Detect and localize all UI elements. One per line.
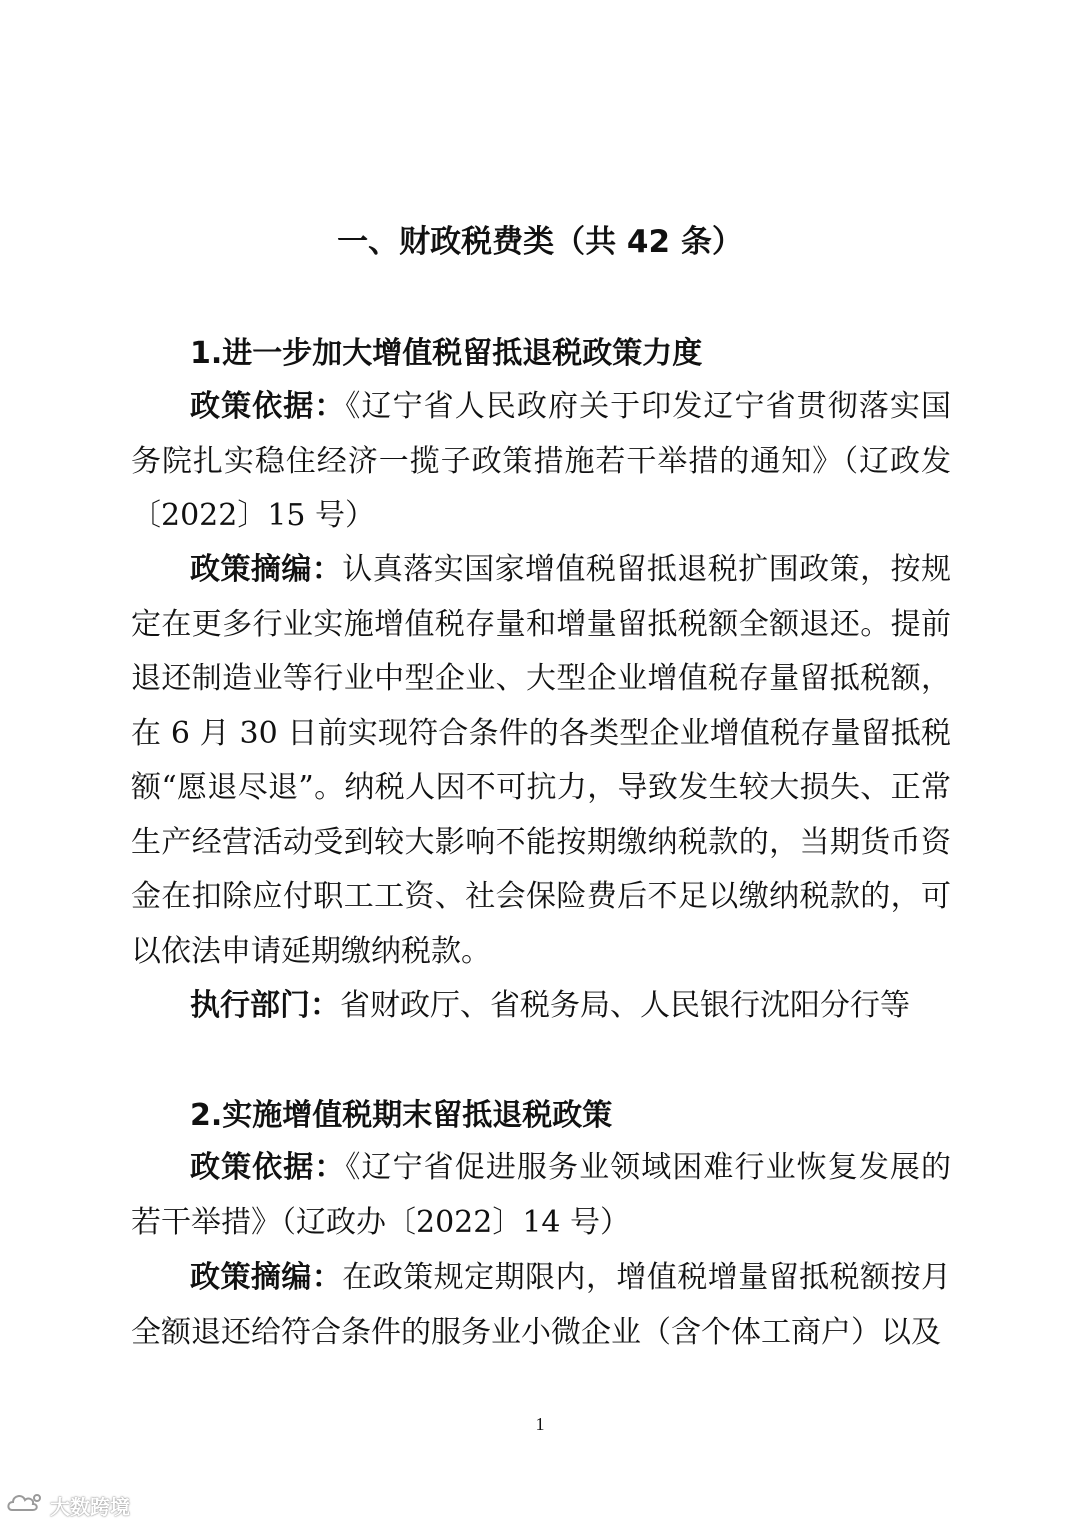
item-2-summary-label: 政策摘编： <box>190 1260 343 1295</box>
watermark-text: 大数跨境 <box>50 1495 130 1519</box>
watermark <box>6 1490 130 1521</box>
item-2-summary-text: 在政策规定期限内，增值税增量留抵税额按月全额退还给符合条件的服务业小微企业（含个体工商户）以及 <box>131 1260 952 1350</box>
item-1-summary <box>131 543 951 979</box>
item-1-dept-label: 执行部门： <box>190 988 340 1023</box>
item-1-dept <box>131 979 951 1034</box>
item-1-summary-text: 认真落实国家增值税留抵退税扩围政策，按规定在更多行业实施增值税存量和增量留抵税额全额退还。提前退还制造业等行业中型企业、大型企业增值税存量留抵税额，在 6 月 30 日前实现符合条件的各类型企业增值税存量留抵税额“愿退尽退”。纳税人因不可抗力，导致发生较大损失、正常生产经营活动受到较大影响不能按期缴纳税款的，当期货币资金在扣除应付职工工资、社会保险费后不足以缴纳税款的，可以依法申请延期缴纳税款。 <box>131 552 952 969</box>
item-1-summary-label: 政策摘编： <box>190 552 343 587</box>
cloud-logo-icon <box>6 1490 46 1521</box>
item-2-basis <box>131 1141 951 1250</box>
item-1-basis <box>131 380 951 544</box>
item-2-heading: 2.实施增值税期末留抵退税政策 <box>190 1098 613 1133</box>
section-title: 一、财政税费类（共 42 条） <box>337 224 743 260</box>
item-2-basis-label: 政策依据： <box>190 1150 346 1185</box>
item-1-heading: 1.进一步加大增值税留抵退税政策力度 <box>190 336 703 371</box>
item-1-basis-text: 《辽宁省人民政府关于印发辽宁省贯彻落实国务院扎实稳住经济一揽子政策措施若干举措的通知》（辽政发〔2022〕15 号） <box>131 389 952 533</box>
item-1-basis-label: 政策依据： <box>190 389 346 424</box>
item-1-dept-text: 省财政厅、省税务局、人民银行沈阳分行等 <box>340 988 910 1023</box>
item-2-basis-text: 《辽宁省促进服务业领域困难行业恢复发展的若干举措》（辽政办〔2022〕14 号） <box>131 1150 952 1240</box>
item-2-summary <box>131 1251 951 1360</box>
page-number: 1 <box>535 1414 545 1434</box>
